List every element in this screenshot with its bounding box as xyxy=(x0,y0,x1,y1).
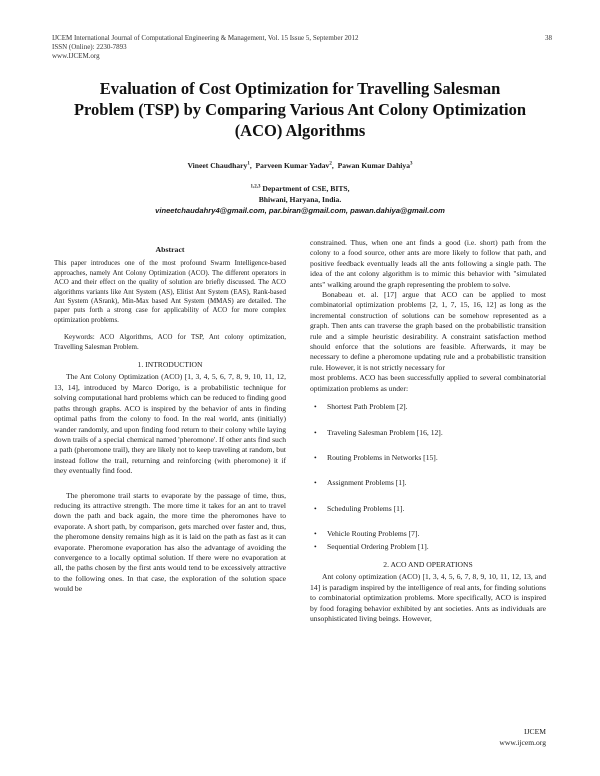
bullet-icon: • xyxy=(314,452,317,462)
website-line: www.IJCEM.org xyxy=(52,52,100,60)
issn-line: ISSN (Online): 2230-7893 xyxy=(52,43,127,51)
body-paragraph: most problems. ACO has been successfully applied to several combinatorial optimization problems as under: xyxy=(310,373,546,393)
section-heading-introduction: 1. INTRODUCTION xyxy=(137,360,203,370)
journal-line: IJCEM International Journal of Computational Engineering & Management, Vol. 15 Issue 5, September 2012 xyxy=(52,34,359,42)
intro-paragraph: The Ant Colony Optimization (ACO) [1, 3, 4, 5, 6, 7, 8, 9, 10, 11, 12, 13, 14], introduced by Marco Dorigo, is a probabilistic technique for solving computational hard problems which can be reduced to finding good paths through graphs. ACO is inspired by the behavior of ants in finding optimal paths from the colony to food. In the real world, ants (initially) wander randomly, and upon finding food return to their colony while laying down trails of a special chemical named 'pheromone'. If other ants find such a path (pheromone trail), they are likely not to keep traveling at random, but instead follow the trail, returning and reinforcing (with pheromone) it if they eventually find food. xyxy=(54,372,286,476)
department: Department of CSE, BITS, xyxy=(262,184,350,193)
intro-paragraph: The pheromone trail starts to evaporate by the passage of time, thus, reducing its attractive strength. The more time it takes for an ant to travel down the path and back again, the more time the pheromones have to evaporate. A short path, by comparison, gets marched over faster and, thus, the pheromone density remains high as it is laid on the path as fast as it can evaporate. Pheromone evaporation has also the advantage of avoiding the convergence to a locally optimal solution. If there were no evaporation at all, the paths chosen by the first ants would tend to be excessively attractive to the following ones. In that case, the exploration of the solution space would be xyxy=(54,490,286,594)
bullet-icon: • xyxy=(314,541,317,551)
bullet-icon: • xyxy=(314,503,317,513)
list-item: • Sequential Ordering Problem [1]. xyxy=(314,541,429,551)
list-item: • Vehicle Routing Problems [7]. xyxy=(314,529,420,539)
abstract-body: This paper introduces one of the most profound Swarm Intelligence-based approaches, namely Ant Colony Optimization (ACO). The different operators in ACO and their effect on the quality of solution are briefly discussed. The ACO algorithms variants like Ant System (AS), Elitist Ant System (EAS), Rank-based Ant System (ASrank), Min-Max based Ant System (MMAS) are detailed. The paper puts forth a strong case for applicability of ACO for more complex optimization problems. xyxy=(54,259,286,324)
affiliation-sup: 1,2,3 xyxy=(250,184,261,190)
application-list xyxy=(310,402,546,552)
left-column xyxy=(54,238,286,595)
author-sup: 3 xyxy=(410,161,413,167)
running-header xyxy=(52,34,552,61)
bullet-icon: • xyxy=(314,478,317,488)
footer-journal: IJCEM xyxy=(524,727,546,736)
body-paragraph: Ant colony optimization (ACO) [1, 3, 4, 5, 6, 7, 8, 9, 10, 11, 12, 13, and 14] is paradigm inspired by the intelligence of real ants, for finding solutions to combinatorial optimization problems. More specifically, ACO is inspired by food foraging behavior exhibited by ant societies. Ants as individuals are unsophisticated living beings. However, xyxy=(310,572,546,623)
section-heading-aco: 2. ACO AND OPERATIONS xyxy=(383,559,473,569)
list-item: • Shortest Path Problem [2]. xyxy=(314,402,408,412)
bullet-icon: • xyxy=(314,427,317,437)
title-line: Evaluation of Cost Optimization for Travelling Salesman xyxy=(99,79,501,98)
keywords: Keywords: ACO Algorithms, ACO for TSP, Ant colony optimization, Travelling Salesman Problem. xyxy=(54,333,286,351)
page-number: 38 xyxy=(545,34,552,42)
list-item: • Traveling Salesman Problem [16, 12]. xyxy=(314,427,443,437)
affiliation xyxy=(52,183,548,205)
body-paragraph: Bonabeau et. al. [17] argue that ACO can be applied to most combinatorial optimization problems [2, 1, 7, 15, 16, 12] as long as the incremental construction of solutions can be somehow represented as a graph. Then ants can traverse the graph based on the probabilistic transition rule and a simple heuristic desirability. A constraint satisfaction method should enforce that the solutions are feasible. Afterwards, it may be necessary to define a pheromone updating rule and a probabilistic transition rule. However, it is not strictly necessary for xyxy=(310,290,546,372)
bullet-icon: • xyxy=(314,529,317,539)
author-sup: 1 xyxy=(247,161,250,167)
title-line: (ACO) Algorithms xyxy=(234,121,366,140)
author-emails: vineetchaudahry4@gmail.com, par.biran@gmail.com, pawan.dahiya@gmail.com xyxy=(155,206,445,215)
bullet-icon: • xyxy=(314,402,317,412)
list-item: • Scheduling Problems [1]. xyxy=(314,503,405,513)
abstract-heading: Abstract xyxy=(155,245,185,254)
location: Bhiwani, Haryana, India. xyxy=(258,195,342,204)
title-line: Problem (TSP) by Comparing Various Ant Colony Optimization xyxy=(73,100,527,119)
right-column xyxy=(310,238,546,624)
list-item: • Assignment Problems [1]. xyxy=(314,478,407,488)
page-footer xyxy=(499,726,546,748)
author-list: Vineet Chaudhary$^1$, Parveen Kumar Yadav$^2$, Pawan Kumar Dahiya$^3$ xyxy=(187,161,413,170)
author-name: Vineet Chaudhary xyxy=(187,161,248,170)
author-name: Pawan Kumar Dahiya xyxy=(337,161,410,170)
author-sup: 2 xyxy=(329,161,332,167)
list-item: • Routing Problems in Networks [15]. xyxy=(314,452,438,462)
body-paragraph: constrained. Thus, when one ant finds a good (i.e. short) path from the colony to a food source, other ants are more likely to follow that path, and positive feedback eventually leads all the ants following a single path. The idea of the ant colony algorithm is to mimic this behavior with "simulated ants" walking around the graph representing the problem to solve. xyxy=(310,238,546,289)
footer-website: www.ijcem.org xyxy=(499,738,546,747)
paper-title xyxy=(40,78,560,141)
author-name: Parveen Kumar Yadav xyxy=(255,161,330,170)
